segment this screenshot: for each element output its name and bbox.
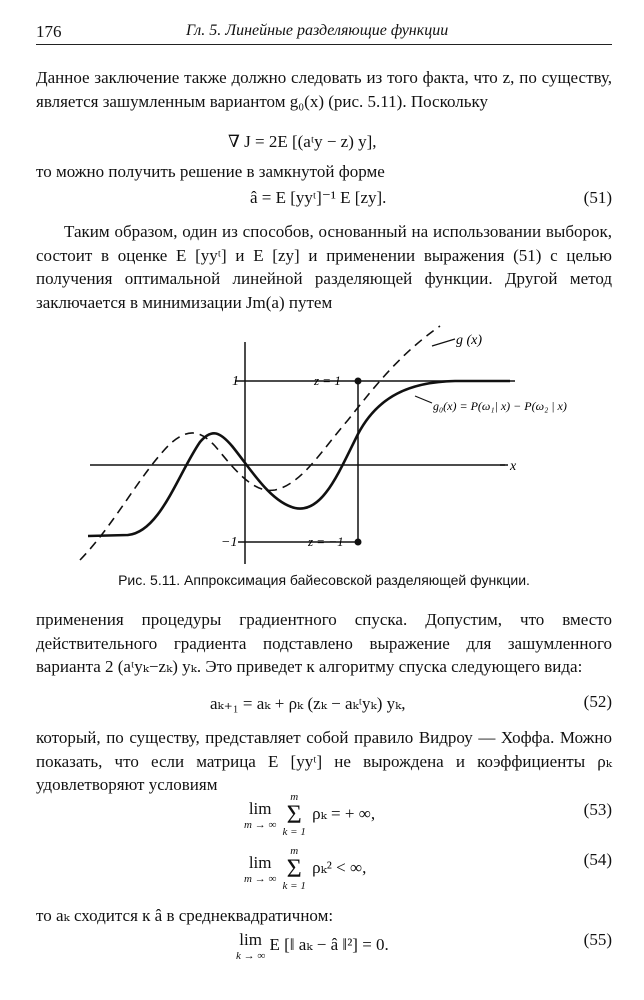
curve-g [80,326,440,560]
figure-caption: Рис. 5.11. Аппроксимация байесовской разделяющей функции. [118,572,530,588]
point-z-plus-one [355,378,362,385]
equation-53-rhs: ρₖ = + ∞, [312,803,376,823]
arrow-g0 [415,396,432,403]
equation-52: aₖ₊₁ = aₖ + ρₖ (zₖ − aₖᵗyₖ) yₖ, [210,694,406,713]
equation-54 [244,846,366,892]
equation-55 [236,930,389,962]
label-minus-one: −1 [221,535,238,550]
limit-operator: lim m → ∞ [244,799,277,831]
equation-gradient: ∇ J = 2E [(aᵗy − z) y], [228,132,377,151]
equation-54-number: (54) [583,850,612,869]
limit-operator: lim m → ∞ [244,853,277,885]
sum-operator: m Σ k = 1 [282,791,306,838]
paragraph-2: то можно получить решение в замкнутой форме [36,162,385,181]
chapter-title: Гл. 5. Линейные разделяющие функции [186,22,449,39]
label-g: g (x) [456,333,483,348]
paragraph-6: то aₖ сходится к â в среднеквадратичном: [36,906,334,925]
paragraph-5: который, по существу, представляет собой правило Видроу — Хоффа. Можно показать, что если матрица E [yyᵗ] не вырождена и коэффициенты ρₖ удовлетворяют условиям [36,728,612,794]
page-number: 176 [36,22,62,41]
label-z-minus-one: z = −1 [308,534,344,549]
figure-5-11 [60,324,590,570]
equation-53-number: (53) [583,800,612,819]
equation-54-rhs: ρₖ² < ∞, [312,857,367,877]
arrow-g [432,339,455,346]
equation-51: â = E [yyᵗ]⁻¹ E [zy]. [250,188,387,207]
equation-55-number: (55) [583,930,612,949]
equation-53 [244,792,375,838]
label-z-one: z = 1 [314,373,341,388]
equation-52-number: (52) [583,692,612,711]
limit-operator: lim k → ∞ [236,930,266,962]
paragraph-1: Данное заключение также должно следовать из того факта, что z, по существу, является зашумленным вариантом g₀(x) (рис. 5.11). Поскольку [36,68,612,111]
running-header [36,22,608,46]
sum-operator: m Σ k = 1 [282,845,306,892]
paragraph-4: применения процедуры градиентного спуска. Допустим, что вместо действительного градиента подставлено выражение для зашумленного варианта 2 (aᵗyₖ−zₖ) yₖ. Это приведет к алгоритму спуска следующего вида: [36,610,612,676]
equation-55-rhs: E [‖ aₖ − â ‖²] = 0. [269,934,389,954]
point-z-minus-one [355,539,362,546]
label-one: 1 [232,374,239,389]
label-g0: g₀(x) = P(ω₁| x) − P(ω₂ | x) [433,399,567,413]
paragraph-3: Таким образом, один из способов, основанный на использовании выборок, состоит в оценке E [yyᵗ] и E [zy] и применении выражения (51) с целью получения оптимальной линейной разделяющей функции. Другой метод заключается в минимизации Jm(a) путем [36,222,612,312]
label-x-axis: x [510,459,517,474]
equation-51-number: (51) [583,188,612,207]
header-rule [36,44,612,45]
